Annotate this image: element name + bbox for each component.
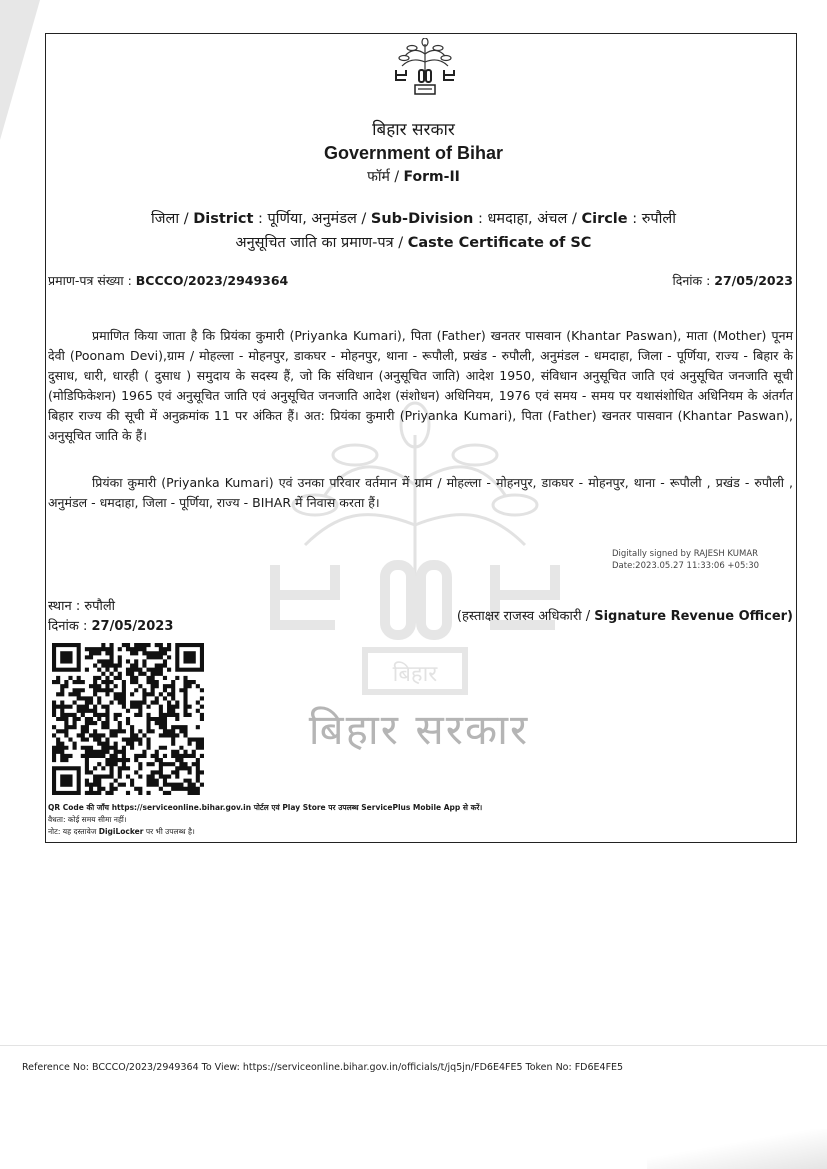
circle-label-hi: अंचल bbox=[537, 211, 568, 227]
signature-officer-label: (हस्ताक्षर राजस्व अधिकारी / Signature Revenue Officer) bbox=[456, 609, 793, 624]
qr-finder-pattern bbox=[52, 643, 81, 672]
qr-code[interactable] bbox=[52, 643, 204, 795]
qr-finder-pattern bbox=[175, 643, 204, 672]
subdivision-label-hi: अनुमंडल bbox=[311, 211, 357, 227]
cert-date-value: 27/05/2023 bbox=[714, 273, 793, 288]
certificate-body-paragraph-2: प्रियंका कुमारी (Priyanka Kumari) एवं उनका परिवार वर्तमान में ग्राम / मोहल्ला - मोहनपुर, डाकघर - मोहनपुर, थाना - रूपौली , प्रखंड - रुपौली , अनुमंडल - धमदाहा, जिला - पूर्णिया, राज्य - BIHAR में निवास करता हैं। bbox=[48, 475, 793, 510]
cert-title-hi: अनुसूचित जाति का प्रमाण-पत्र bbox=[235, 235, 394, 251]
district-label-en: District bbox=[193, 211, 254, 227]
form-label: फॉर्म / Form-II bbox=[367, 169, 460, 185]
place-line: स्थान : रुपौली bbox=[48, 599, 116, 614]
subdivision-value: धमदाहा bbox=[487, 211, 528, 227]
issue-date-label: दिनांक bbox=[48, 619, 79, 634]
certificate-date: दिनांक : 27/05/2023 bbox=[672, 273, 793, 288]
heading-gov-english: Government of Bihar bbox=[323, 143, 504, 163]
circle-value: रुपौली bbox=[641, 211, 676, 227]
digital-signature bbox=[612, 548, 759, 572]
cert-no-value: BCCCO/2023/2949364 bbox=[135, 273, 289, 288]
officer-label-hi: (हस्ताक्षर राजस्व अधिकारी bbox=[456, 609, 582, 624]
certificate-body-paragraph-1: प्रमाणित किया जाता है कि प्रियंका कुमारी (Priyanka Kumari), पिता (Father) खनतर पासवान (Khantar Paswan), माता (Mother) पूनम देवी (Poonam Devi),ग्राम / मोहल्ला - मोहनपुर, डाकघर - मोहनपुर, थाना - रूपौली, प्रखंड - रुपौली, अनुमंडल - धमदाहा, जिला - पूर्णिया, राज्य - बिहार के दुसाध, धारी, धारही ( दुसाध ) समुदाय के सदस्य हैं, जो कि संविधान (अनुसूचित जाति) आदेश 1950, संविधान अनुसूचित जाति एवं अनुसूचित जनजाति सूची (मोडिफिकेशन) 1965 एवं अनुसूचित जाति एवं अनुसूचित जनजाति आदेश (संशोधन) अधिनियम, 1976 एवं समय - समय पर यथासंशोधित अधिनियम के अंतर्गत बिहार राज्य की सूची में अनुक्रमांक 11 पर अंकित हैं। अत: प्रियंका कुमारी (Priyanka Kumari), पिता (Father) खनतर पासवान (Khantar Paswan), अनुसूचित जाति के हैं। bbox=[48, 328, 793, 443]
digital-signature-date: Date:2023.05.27 11:33:06 +05:30 bbox=[612, 561, 760, 571]
notes-block bbox=[48, 802, 482, 838]
issue-date-line: दिनांक : 27/05/2023 bbox=[48, 619, 174, 634]
form-label-en: Form-II bbox=[403, 169, 460, 185]
heading-gov-hindi: बिहार सरकार bbox=[372, 120, 455, 140]
circle-label-en: Circle bbox=[581, 211, 628, 227]
place-value: रुपौली bbox=[84, 599, 116, 614]
district-label-hi: जिला bbox=[151, 211, 180, 227]
validity-note: वैधता: कोई समय सीमा नहीं। bbox=[48, 815, 127, 824]
cert-title-en: Caste Certificate of SC bbox=[407, 235, 592, 251]
place-date-block bbox=[48, 597, 173, 637]
cert-no-label: प्रमाण-पत्र संख्या bbox=[48, 273, 124, 288]
officer-label-en: Signature Revenue Officer) bbox=[594, 609, 793, 624]
form-label-hi: फॉर्म bbox=[367, 169, 390, 185]
reference-footer: Reference No: BCCCO/2023/2949364 To View: https://serviceonline.bihar.gov.in/officials/t/jq5jn/FD6E4FE5 Token No: FD6E4FE5 bbox=[22, 1062, 624, 1073]
issue-date-value: 27/05/2023 bbox=[91, 619, 174, 634]
watermark-text: बिहार सरकार bbox=[308, 705, 530, 754]
certificate-title: अनुसूचित जाति का प्रमाण-पत्र / Caste Certificate of SC bbox=[235, 235, 592, 251]
jurisdiction-line: जिला / District : पूर्णिया, अनुमंडल / Sub-Division : धमदाहा, अंचल / Circle : रुपौली bbox=[151, 211, 676, 227]
cert-date-label: दिनांक bbox=[672, 273, 703, 288]
watermark-seal-text: बिहार bbox=[392, 662, 438, 687]
qr-finder-pattern bbox=[52, 766, 81, 795]
scan-shadow-bottom bbox=[647, 1129, 827, 1169]
certificate-number: प्रमाण-पत्र संख्या : BCCCO/2023/2949364 bbox=[48, 273, 289, 288]
digilocker-note: नोट: यह दस्तावेज DigiLocker पर भी उपलब्ध है। bbox=[48, 827, 195, 836]
district-value: पूर्णिया bbox=[267, 211, 303, 227]
qr-verify-url[interactable]: https://serviceonline.bihar.gov.in bbox=[111, 803, 252, 812]
bihar-emblem-logo bbox=[390, 38, 460, 100]
qr-verify-note: QR Code की जाँच https://serviceonline.bihar.gov.in पोर्टल एवं Play Store पर उपलब्ध ServicePlus Mobile App से करें। bbox=[48, 803, 483, 812]
place-label: स्थान bbox=[48, 599, 72, 614]
digital-signature-name: Digitally signed by RAJESH KUMAR bbox=[612, 549, 759, 559]
footer-divider bbox=[0, 1045, 827, 1046]
subdivision-label-en: Sub-Division bbox=[370, 211, 474, 227]
